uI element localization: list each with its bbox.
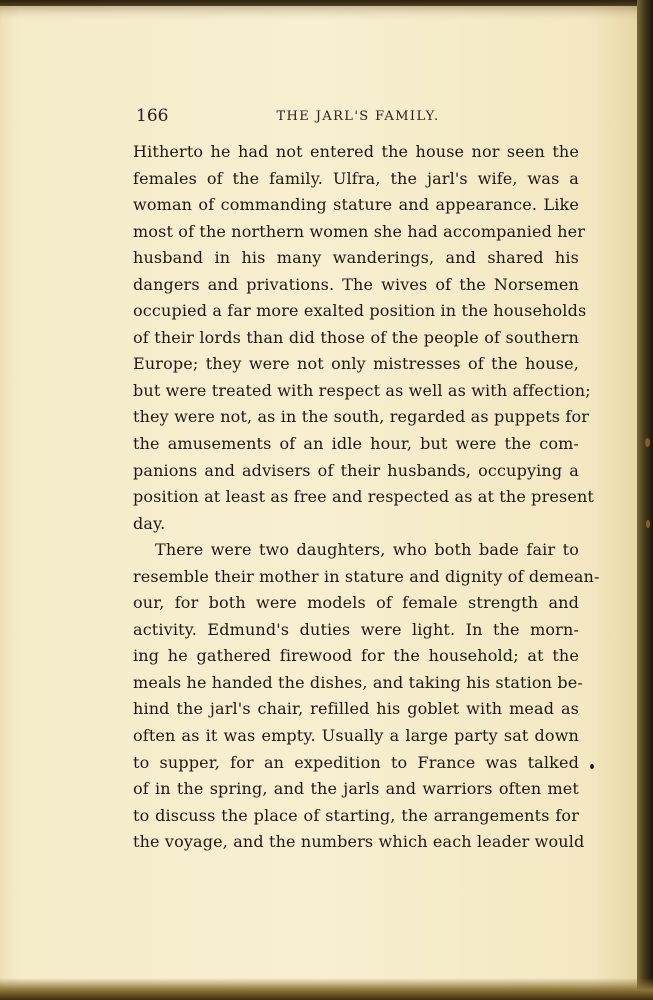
text-line: to supper, for an expedition to France was talked [133,752,579,772]
text-line: our, for both were models of female strength and [133,593,579,613]
running-header [136,104,580,130]
text-line: woman of commanding stature and appearance. Like [133,195,579,215]
text-line: Hitherto he had not entered the house nor seen the [133,142,579,161]
text-line: they were not, as in the south, regarded as puppets for [133,407,590,427]
text-line: Europe; they were not only mistresses of the house, [133,354,579,374]
text-line: of in the spring, and the jarls and warriors often met [133,779,579,799]
text-line: ing he gathered firewood for the household; at the [133,646,579,666]
page-bottom-edge [0,978,653,1000]
text-line: occupied a far more exalted position in the households [133,301,587,321]
text-line: hind the jarl's chair, refilled his goblet with mead as [133,699,579,719]
text-line: the voyage, and the numbers which each leader would [133,832,585,852]
text-line: husband in his many wanderings, and shared his [133,248,579,268]
text-line: meals he handed the dishes, and taking his station be- [133,672,583,692]
text-line: of their lords than did those of the people of southern [133,327,579,347]
margin-spot [590,764,594,769]
text-line: but were treated with respect as well as with affection; [133,380,591,400]
running-title: THE JARL'S FAMILY. [276,109,440,124]
margin-spot [645,438,650,447]
text-line: dangers and privations. The wives of the Norsemen [133,274,579,294]
page-number: 166 [136,106,169,126]
text-line: females of the family. Ulfra, the jarl's wife, was a [133,168,579,188]
text-line: resemble their mother in stature and dignity of demean- [133,566,600,586]
text-line: activity. Edmund's duties were light. In the morn- [133,619,579,639]
text-line-paragraph-end: day. [133,513,166,533]
margin-spot [646,520,650,528]
text-line: often as it was empty. Usually a large party sat down [133,726,579,746]
text-line: to discuss the place of starting, the arrangements for [133,805,579,825]
text-line: most of the northern women she had accompanied her [133,221,586,241]
text-line-paragraph-start: There were two daughters, who both bade fair to [155,540,579,560]
text-line: the amusements of an idle hour, but were the com- [133,434,579,454]
book-spine-edge [637,0,653,1000]
body-text [133,139,600,856]
text-line: position at least as free and respected as at the present [133,487,595,507]
text-line: panions and advisers of their husbands, occupying a [133,460,579,480]
